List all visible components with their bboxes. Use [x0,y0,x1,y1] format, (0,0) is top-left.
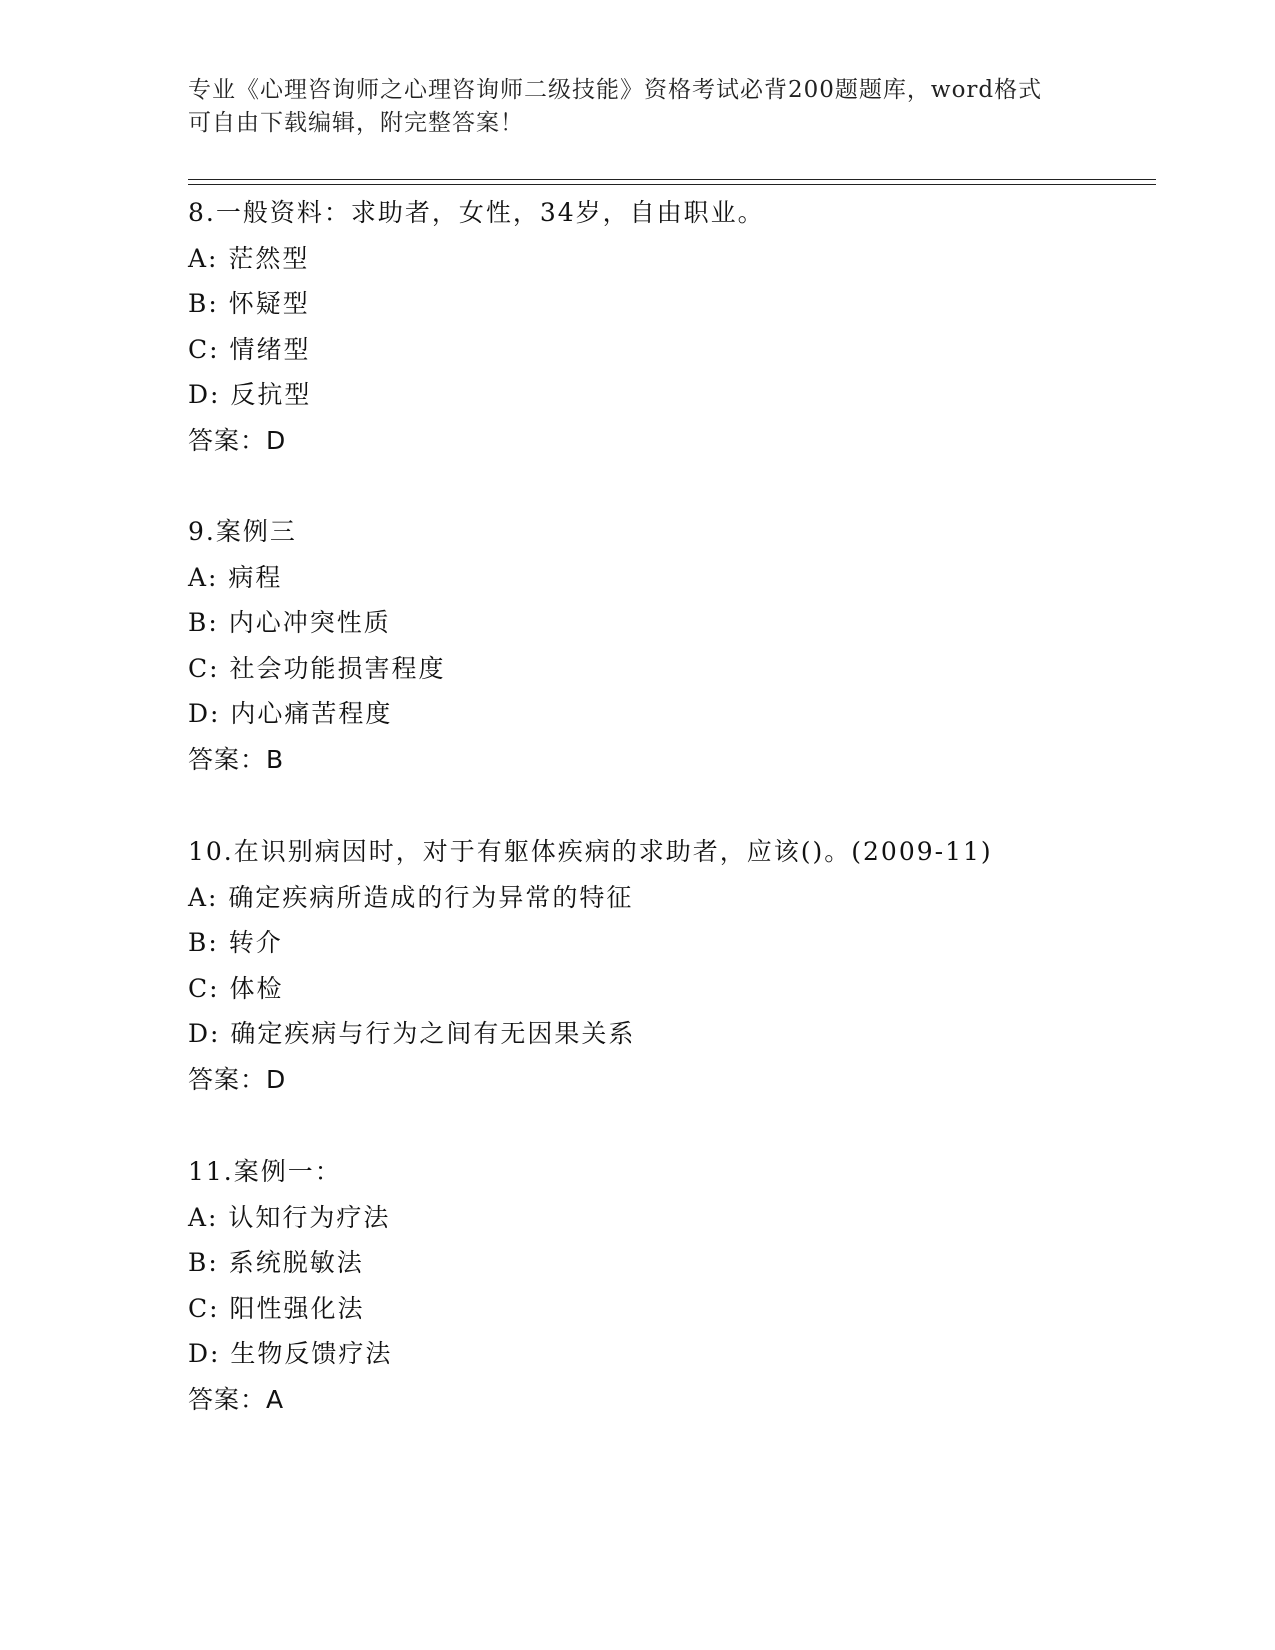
option-a: A: 茫然型 [188,243,310,273]
question-8 [188,190,1148,464]
option-d: D: 内心痛苦程度 [188,699,393,729]
option-b: B: 转介 [188,928,283,958]
option-c: C: 体检 [188,973,284,1003]
header-divider-bottom [188,184,1156,185]
question-stem: 9.案例三 [188,517,297,546]
answer-line: 答案：B [188,744,285,774]
question-9 [188,509,1148,783]
header-line-2: 可自由下载编辑，附完整答案！ [188,110,524,136]
option-c: C: 阳性强化法 [188,1293,365,1323]
option-c: C: 情绪型 [188,334,311,364]
option-b: B: 系统脱敏法 [188,1248,364,1278]
option-a: A: 病程 [188,562,283,592]
question-11 [188,1149,1148,1423]
option-d: D: 反抗型 [188,380,312,410]
answer-line: 答案：D [188,425,287,455]
document-header [188,74,1088,140]
question-stem: 10.在识别病因时，对于有躯体疾病的求助者，应该()。(2009-11) [188,837,993,866]
option-a: A: 认知行为疗法 [188,1202,391,1232]
option-b: B: 内心冲突性质 [188,608,391,638]
answer-line: 答案：D [188,1064,287,1094]
answer-line: 答案：A [188,1384,285,1414]
question-stem: 8.一般资料：求助者，女性，34岁，自由职业。 [188,198,765,227]
option-a: A: 确定疾病所造成的行为异常的特征 [188,882,634,912]
option-d: D: 生物反馈疗法 [188,1339,393,1369]
header-line-1: 专业《心理咨询师之心理咨询师二级技能》资格考试必背200题题库，word格式 [188,77,1043,103]
option-d: D: 确定疾病与行为之间有无因果关系 [188,1019,636,1049]
question-stem: 11.案例一： [188,1157,342,1186]
question-10 [188,829,1148,1103]
option-c: C: 社会功能损害程度 [188,653,446,683]
option-b: B: 怀疑型 [188,289,310,319]
header-divider-top [188,179,1156,180]
